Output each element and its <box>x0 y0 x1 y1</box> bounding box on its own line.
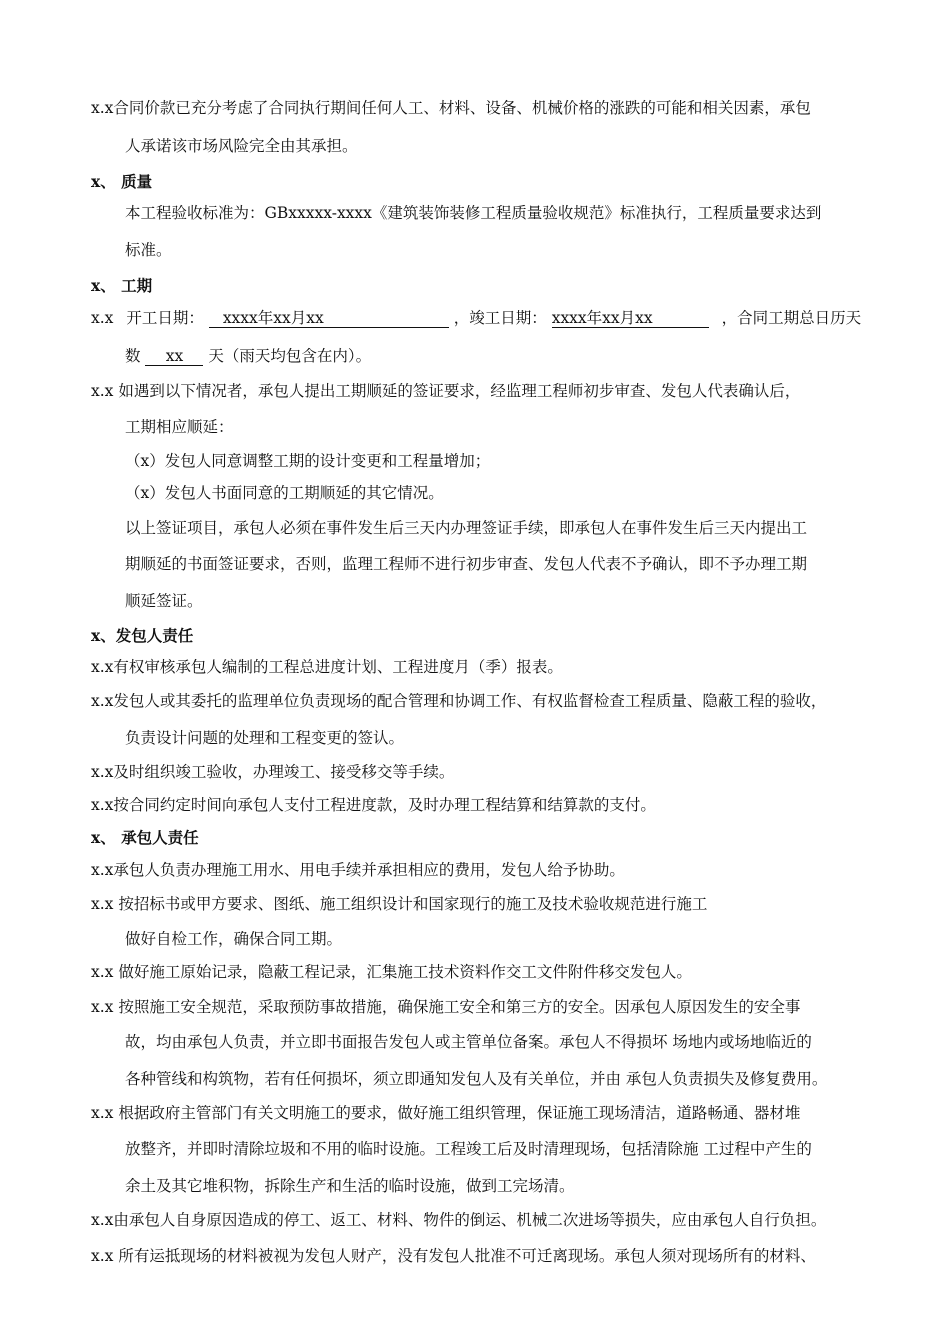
quality-standard-cont: 标准。 <box>125 241 172 259</box>
section-heading-schedule: x、 工期 <box>91 276 153 295</box>
extension-note-end: 顺延签证。 <box>125 592 203 610</box>
contractor-clause-5-cont: 放整齐，并即时清除垃圾和不用的临时设施。工程竣工后及时清理现场，包括清除施 工过程中产生的 <box>125 1140 812 1158</box>
finish-date-label: ，竣工日期： <box>453 309 547 327</box>
extension-note-cont: 期顺延的书面签证要求，否则，监理工程师不进行初步审查、发包人代表不予确认，即不予办理工期 <box>125 555 808 573</box>
clause-price-risk-cont: 人承诺该市场风险完全由其承担。 <box>125 137 358 155</box>
employer-clause-2: x.x发包人或其委托的监理单位负责现场的配合管理和协调工作、有权监督检查工程质量、隐蔽工程的验收， <box>91 692 827 710</box>
contractor-clause-5-end: 余土及其它堆积物，拆除生产和生活的临时设施，做到工完场清。 <box>125 1177 575 1195</box>
employer-clause-4: x.x按合同约定时间向承包人支付工程进度款，及时办理工程结算和结算款的支付。 <box>91 796 656 814</box>
days-value: xx <box>145 347 203 366</box>
schedule-days-line <box>125 346 371 366</box>
contractor-clause-1: x.x承包人负责办理施工用水、用电手续并承担相应的费用，发包人给予协助。 <box>91 861 625 879</box>
employer-clause-3: x.x及时组织竣工验收，办理竣工、接受移交等手续。 <box>91 763 455 781</box>
schedule-prefix: x.x <box>91 309 114 327</box>
clause-extension-cont: 工期相应顺延： <box>125 418 234 436</box>
contractor-clause-4-end: 各种管线和构筑物，若有任何损坏，须立即通知发包人及有关单位，并由 承包人负责损失及修复费用。 <box>125 1070 828 1088</box>
contractor-clause-7: x.x 所有运抵现场的材料被视为发包人财产，没有发包人批准不可迁离现场。承包人须对现场所有的材料、 <box>91 1247 816 1265</box>
employer-clause-1: x.x有权审核承包人编制的工程总进度计划、工程进度月（季）报表。 <box>91 658 563 676</box>
employer-clause-2-cont: 负责设计问题的处理和工程变更的签认。 <box>125 729 405 747</box>
section-heading-quality: x、 质量 <box>91 172 153 191</box>
contractor-clause-3: x.x 做好施工原始记录，隐蔽工程记录，汇集施工技术资料作交工文件附件移交发包人。 <box>91 963 692 981</box>
days-label: 数 <box>125 347 141 365</box>
contractor-clause-4: x.x 按照施工安全规范，采取预防事故措施，确保施工安全和第三方的安全。因承包人原因发生的安全事 <box>91 998 801 1016</box>
contractor-clause-2: x.x 按招标书或甲方要求、图纸、施工组织设计和国家现行的施工及技术验收规范进行施工 <box>91 895 708 913</box>
extension-note: 以上签证项目，承包人必须在事件发生后三天内办理签证手续，即承包人在事件发生后三天内提出工 <box>125 519 808 537</box>
section-heading-contractor: x、 承包人责任 <box>91 828 199 847</box>
extension-item-2: （x）发包人书面同意的工期顺延的其它情况。 <box>125 484 444 502</box>
contractor-clause-5: x.x 根据政府主管部门有关文明施工的要求，做好施工组织管理，保证施工现场清洁，道路畅通、器材堆 <box>91 1104 801 1122</box>
start-date-label: 开工日期： <box>126 309 204 327</box>
start-date-value: xxxx年xx月xx <box>209 309 449 328</box>
schedule-line <box>91 308 861 328</box>
extension-item-1: （x）发包人同意调整工期的设计变更和工程量增加； <box>125 452 491 470</box>
finish-date-value: xxxx年xx月xx <box>552 309 709 328</box>
contractor-clause-4-cont: 故，均由承包人负责，并立即书面报告发包人或主管单位备案。承包人不得损坏 场地内或场地临近的 <box>125 1033 812 1051</box>
clause-extension: x.x 如遇到以下情况者，承包人提出工期顺延的签证要求，经监理工程师初步审查、发包人代表确认后， <box>91 382 801 400</box>
days-suffix: 天（雨天均包含在内）。 <box>208 347 372 365</box>
contractor-clause-2-cont: 做好自检工作，确保合同工期。 <box>125 930 343 948</box>
contractor-clause-6: x.x由承包人自身原因造成的停工、返工、材料、物件的倒运、机械二次进场等损失，应由承包人自行负担。 <box>91 1211 827 1229</box>
section-heading-employer: x、发包人责任 <box>91 626 194 645</box>
quality-standard: 本工程验收标准为：GBxxxxx-xxxx《建筑装饰装修工程质量验收规范》标准执行，工程质量要求达到 <box>125 204 822 222</box>
clause-price-risk: x.x合同价款已充分考虑了合同执行期间任何人工、材料、设备、机械价格的涨跌的可能和相关因素，承包 <box>91 99 811 117</box>
total-days-label: ，合同工期总日历天 <box>721 309 862 327</box>
